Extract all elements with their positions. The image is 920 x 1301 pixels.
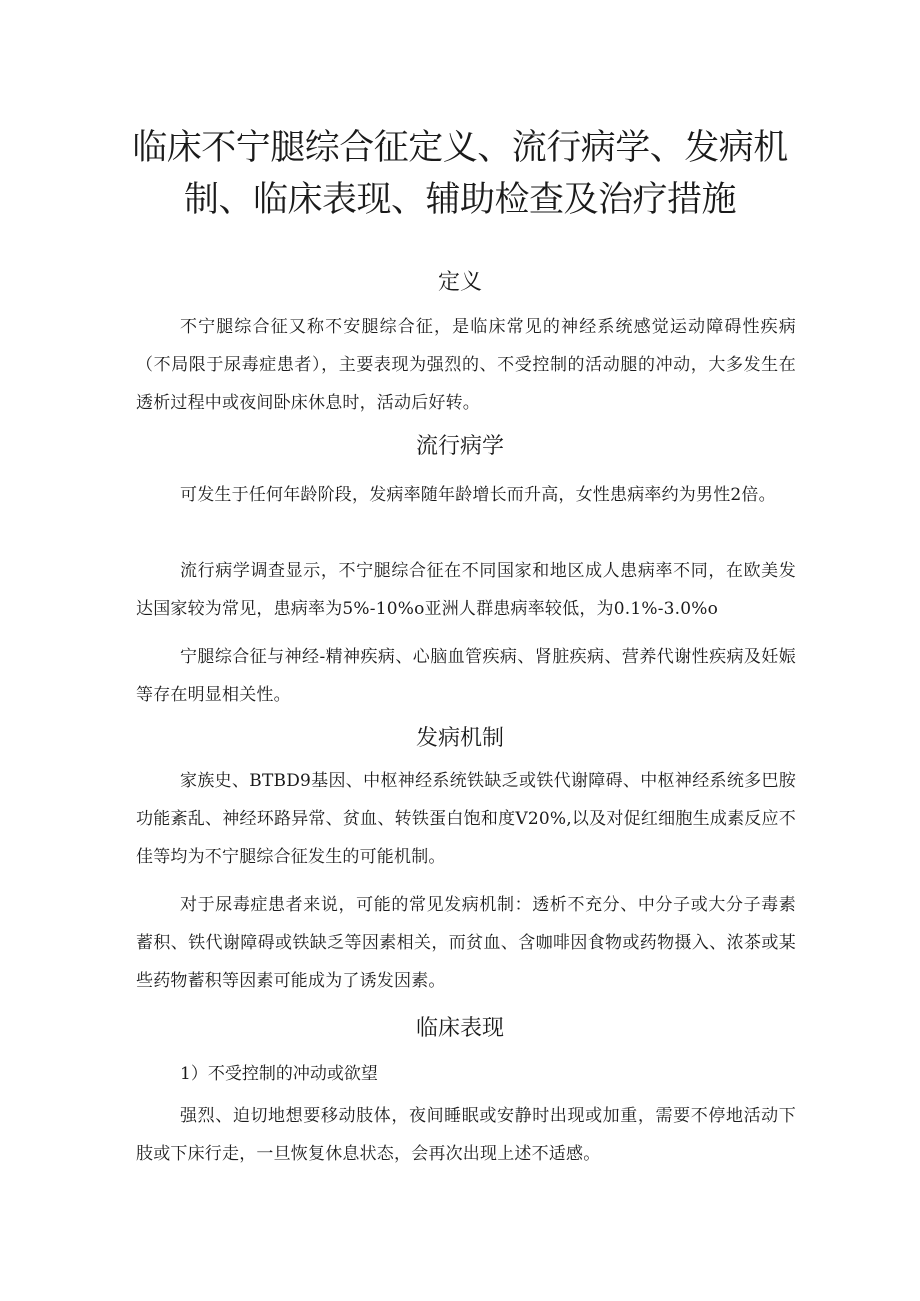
paragraph-pathogenesis-1: 家族史、BTBD9基因、中枢神经系统铁缺乏或铁代谢障碍、中枢神经系统多巴胺功能紊乱、神经环路异常、贫血、转铁蛋白饱和度V20%,以及对促红细胞生成素反应不佳等均为不宁腿综合征发生的可能机制。	[136, 771, 796, 867]
title-line-2: 制、临床表现、辅助检查及治疗措施	[183, 180, 736, 220]
document-title	[0, 122, 920, 226]
paragraph-epidemiology-1: 可发生于任何年龄阶段，发病率随年龄增长而升高，女性患病率约为男性2倍。	[180, 485, 776, 505]
heading-epidemiology: 流行病学	[415, 434, 504, 459]
heading-pathogenesis: 发病机制	[415, 726, 504, 751]
paragraph-definition: 不宁腿综合征又称不安腿综合征，是临床常见的神经系统感觉运动障碍性疾病（不局限于尿毒症患者），主要表现为强烈的、不受控制的活动腿的冲动，大多发生在透析过程中或夜间卧床休息时，活动后好转。	[136, 317, 796, 413]
heading-clinical: 临床表现	[415, 1016, 504, 1041]
clinical-item-1: 1）不受控制的冲动或欲望	[180, 1064, 378, 1084]
paragraph-pathogenesis-2: 对于尿毒症患者来说，可能的常见发病机制：透析不充分、中分子或大分子毒素蓄积、铁代谢障碍或铁缺乏等因素相关，而贫血、含咖啡因食物或药物摄入、浓茶或某些药物蓄积等因素可能成为了诱发因素。	[136, 895, 796, 991]
paragraph-epidemiology-2: 流行病学调查显示，不宁腿综合征在不同国家和地区成人患病率不同，在欧美发达国家较为常见，患病率为5%-10%o亚洲人群患病率较低，为0.1%-3.0%o	[136, 561, 796, 619]
title-line-1: 临床不宁腿综合征定义、流行病学、发病机	[132, 128, 788, 168]
heading-definition: 定义	[437, 270, 482, 295]
paragraph-clinical-1: 强烈、迫切地想要移动肢体，夜间睡眠或安静时出现或加重，需要不停地活动下肢或下床行走，一旦恢复休息状态，会再次出现上述不适感。	[136, 1106, 796, 1164]
paragraph-epidemiology-3: 宁腿综合征与神经-精神疾病、心脑血管疾病、肾脏疾病、营养代谢性疾病及妊娠等存在明显相关性。	[136, 647, 796, 705]
